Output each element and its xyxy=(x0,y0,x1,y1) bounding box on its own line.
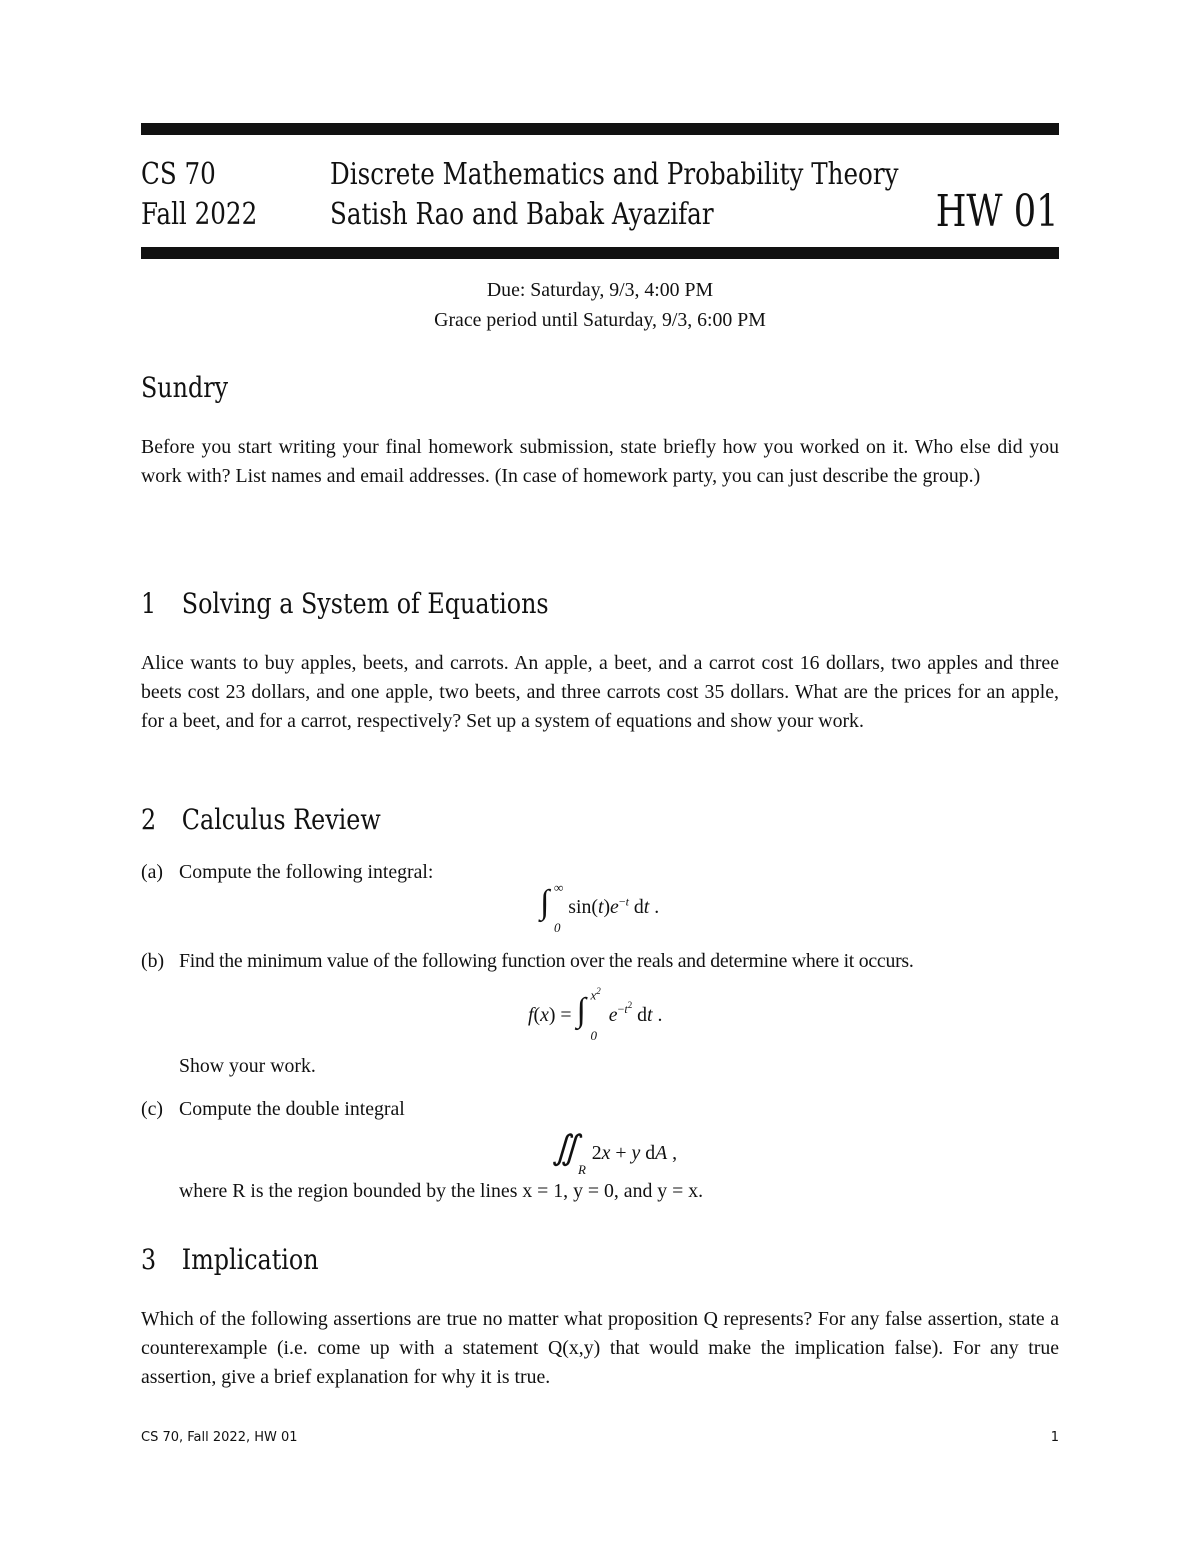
problem-number: 3 xyxy=(141,1243,157,1276)
problem-title: Calculus Review xyxy=(181,803,381,836)
problem-title: Solving a System of Equations xyxy=(181,587,549,620)
header-rule-top xyxy=(141,123,1059,135)
part-b xyxy=(141,950,914,973)
problem-2-heading xyxy=(141,803,381,836)
problem-3-text: Which of the following assertions are true no matter what proposition Q represents? For any false assertion, state a counterexample (i.e. come up with a statement Q(x,y) that would make the implication false). For any true assertion, give a brief explanation for why it is true. xyxy=(141,1308,1059,1388)
hw-label: HW 01 xyxy=(936,186,1059,237)
part-a xyxy=(141,861,433,884)
part-text: Compute the double integral xyxy=(179,1098,405,1120)
part-c-after: where R is the region bounded by the lines x = 1, y = 0, and y = x. xyxy=(179,1180,704,1202)
grace-period: Grace period until Saturday, 9/3, 6:00 PM xyxy=(434,309,766,331)
part-c xyxy=(141,1098,405,1121)
page-number: 1 xyxy=(1050,1430,1059,1445)
due-date: Due: Saturday, 9/3, 4:00 PM xyxy=(486,279,714,301)
sundry-heading: Sundry xyxy=(141,371,229,404)
part-text: Compute the following integral: xyxy=(179,861,434,883)
part-label: (a) xyxy=(141,861,163,883)
part-b-after: Show your work. xyxy=(179,1055,316,1077)
part-label: (b) xyxy=(141,950,165,972)
sundry-text: Before you start writing your final homework submission, state briefly how you worked on it. Who else did you work with? List names and email addresses. (In case of homework party, you can just describe the group.) xyxy=(141,436,1059,487)
header-rule-bottom xyxy=(141,247,1059,259)
problem-1-text: Alice wants to buy apples, beets, and carrots. An apple, a beet, and a carrot cost 16 dollars, two apples and three beets cost 23 dollars, and one apple, two beets, and three carrots cost 35 dollars. What are the prices for an apple, for a beet, and for a carrot, respectively? Set up a system of equations and show your work. xyxy=(141,652,1059,732)
double-integral-c: ∬ R 2x + y dA , xyxy=(552,1130,678,1177)
footer-course: CS 70, Fall 2022, HW 01 xyxy=(141,1430,298,1445)
problem-number: 2 xyxy=(141,803,157,836)
part-text: Find the minimum value of the following function over the reals and determine where it occurs. xyxy=(179,950,914,972)
course-title: Discrete Mathematics and Probability Theory xyxy=(330,157,899,192)
problem-3-heading xyxy=(141,1243,319,1276)
instructors: Satish Rao and Babak Ayazifar xyxy=(330,197,714,232)
course-term: Fall 2022 xyxy=(141,197,258,232)
course-code: CS 70 xyxy=(141,157,216,192)
problem-number: 1 xyxy=(141,587,157,620)
integral-a: ∫ ∞ 0 $\sin(t)e^{-t}$ dt . xyxy=(540,880,660,935)
part-label: (c) xyxy=(141,1098,163,1120)
problem-1-heading xyxy=(141,587,549,620)
problem-title: Implication xyxy=(181,1243,319,1276)
function-b: f(x) = ∫ $x^2$ 0 $e^{-t^2}$ dt . xyxy=(528,986,663,1043)
